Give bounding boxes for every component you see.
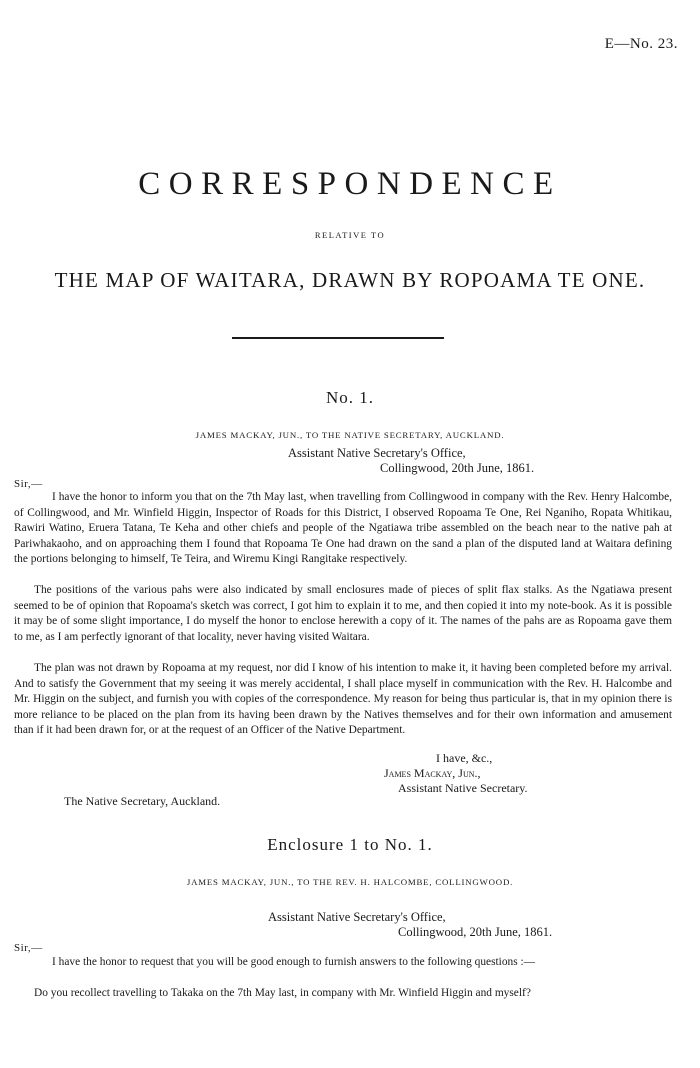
letter-from-to: JAMES MACKAY, JUN., TO THE NATIVE SECRETARY, AUCKLAND. [195,430,505,440]
letter-paragraph-3: The plan was not drawn by Ropoama at my request, nor did I know of his intention to make it, it having been completed before my arrival. And to satisfy the Government that my seeing it was merely accidental, I shall place myself in communication with the Rev. H. Halcombe and Mr. Higgin on the subject, and furnish you with copies of the correspondence. My reason for being thus particular is, that in my opinion there is more reliance to be placed on the plan from its having been drawn by the Natives themselves and for their own information and amusement than if it had been drawn for, or at the request of an Officer of the Native Department. [14,662,672,736]
letter-paragraph-1: I have the honor to inform you that on the 7th May last, when travelling from Collingwood in company with the Rev. Henry Halcombe, of Collingwood, and Mr. Winfield Higgin, Inspector of Roads for this District, I observed Ropoama Te One, Rei Nganiho, Ropata Whitikau, Rawiri Watino, Eruera Tatana, Te Keha and other chiefs and people of the Ngatiawa tribe assembled on the beach near to the native pah at Pariwhakaoho, and on approaching them I found that Ropoama Te One had drawn on the sand a plan of the disputed land at Waitara defining the portions belonging to himself, Te Teira, and Wiremu Kingi Rangitake respectively. [14,491,672,565]
enclosure-address-line2: Collingwood, 20th June, 1861. [398,925,553,939]
enclosure-paragraph-2: Do you recollect travelling to Takaka on the 7th May last, in company with Mr. Winfield Higgin and myself? [34,987,531,999]
letter-address-line2: Collingwood, 20th June, 1861. [380,461,535,475]
enclosure-heading: Enclosure 1 to No. 1. [267,835,433,854]
enclosure-paragraph-1: I have the honor to request that you will be good enough to furnish answers to the following questions :— [52,956,536,968]
title-divider [232,337,444,339]
relative-to-label: RELATIVE TO [314,230,386,240]
letter-closing: I have, &c., [436,751,493,765]
enclosure-address-line1: Assistant Native Secretary's Office, [268,910,446,924]
letter-salutation: Sir,— [14,478,43,490]
document-number: E—No. 23. [604,36,678,52]
letter-recipient: The Native Secretary, Auckland. [64,794,221,808]
enclosure-salutation: Sir,— [14,942,43,954]
letter-number-heading: No. 1. [325,388,375,407]
document-title: CORRESPONDENCE [138,166,562,202]
enclosure-from-to: JAMES MACKAY, JUN., TO THE REV. H. HALCOMBE, COLLINGWOOD. [186,877,514,887]
letter-paragraph-2: The positions of the various pahs were also indicated by small enclosures made of pieces of split flax stalks. As the Ngatiawa present seemed to be of opinion that Ropoama's sketch was correct, I got him to explain it to me, and then copied it into my note-book. As it is possible it may be of some slight importance, I do myself the honor to enclose herewith a copy of it. The names of the pahs are as Ropoama gave them to me, as I am perfectly ignorant of that locality, never having visited Waitara. [14,584,672,643]
document-subtitle: THE MAP OF WAITARA, DRAWN BY ROPOAMA TE ONE. [54,268,646,292]
letter-address-line1: Assistant Native Secretary's Office, [288,446,466,460]
letter-signature: James Mackay, Jun., [384,766,481,780]
letter-signature-title: Assistant Native Secretary. [398,781,528,795]
